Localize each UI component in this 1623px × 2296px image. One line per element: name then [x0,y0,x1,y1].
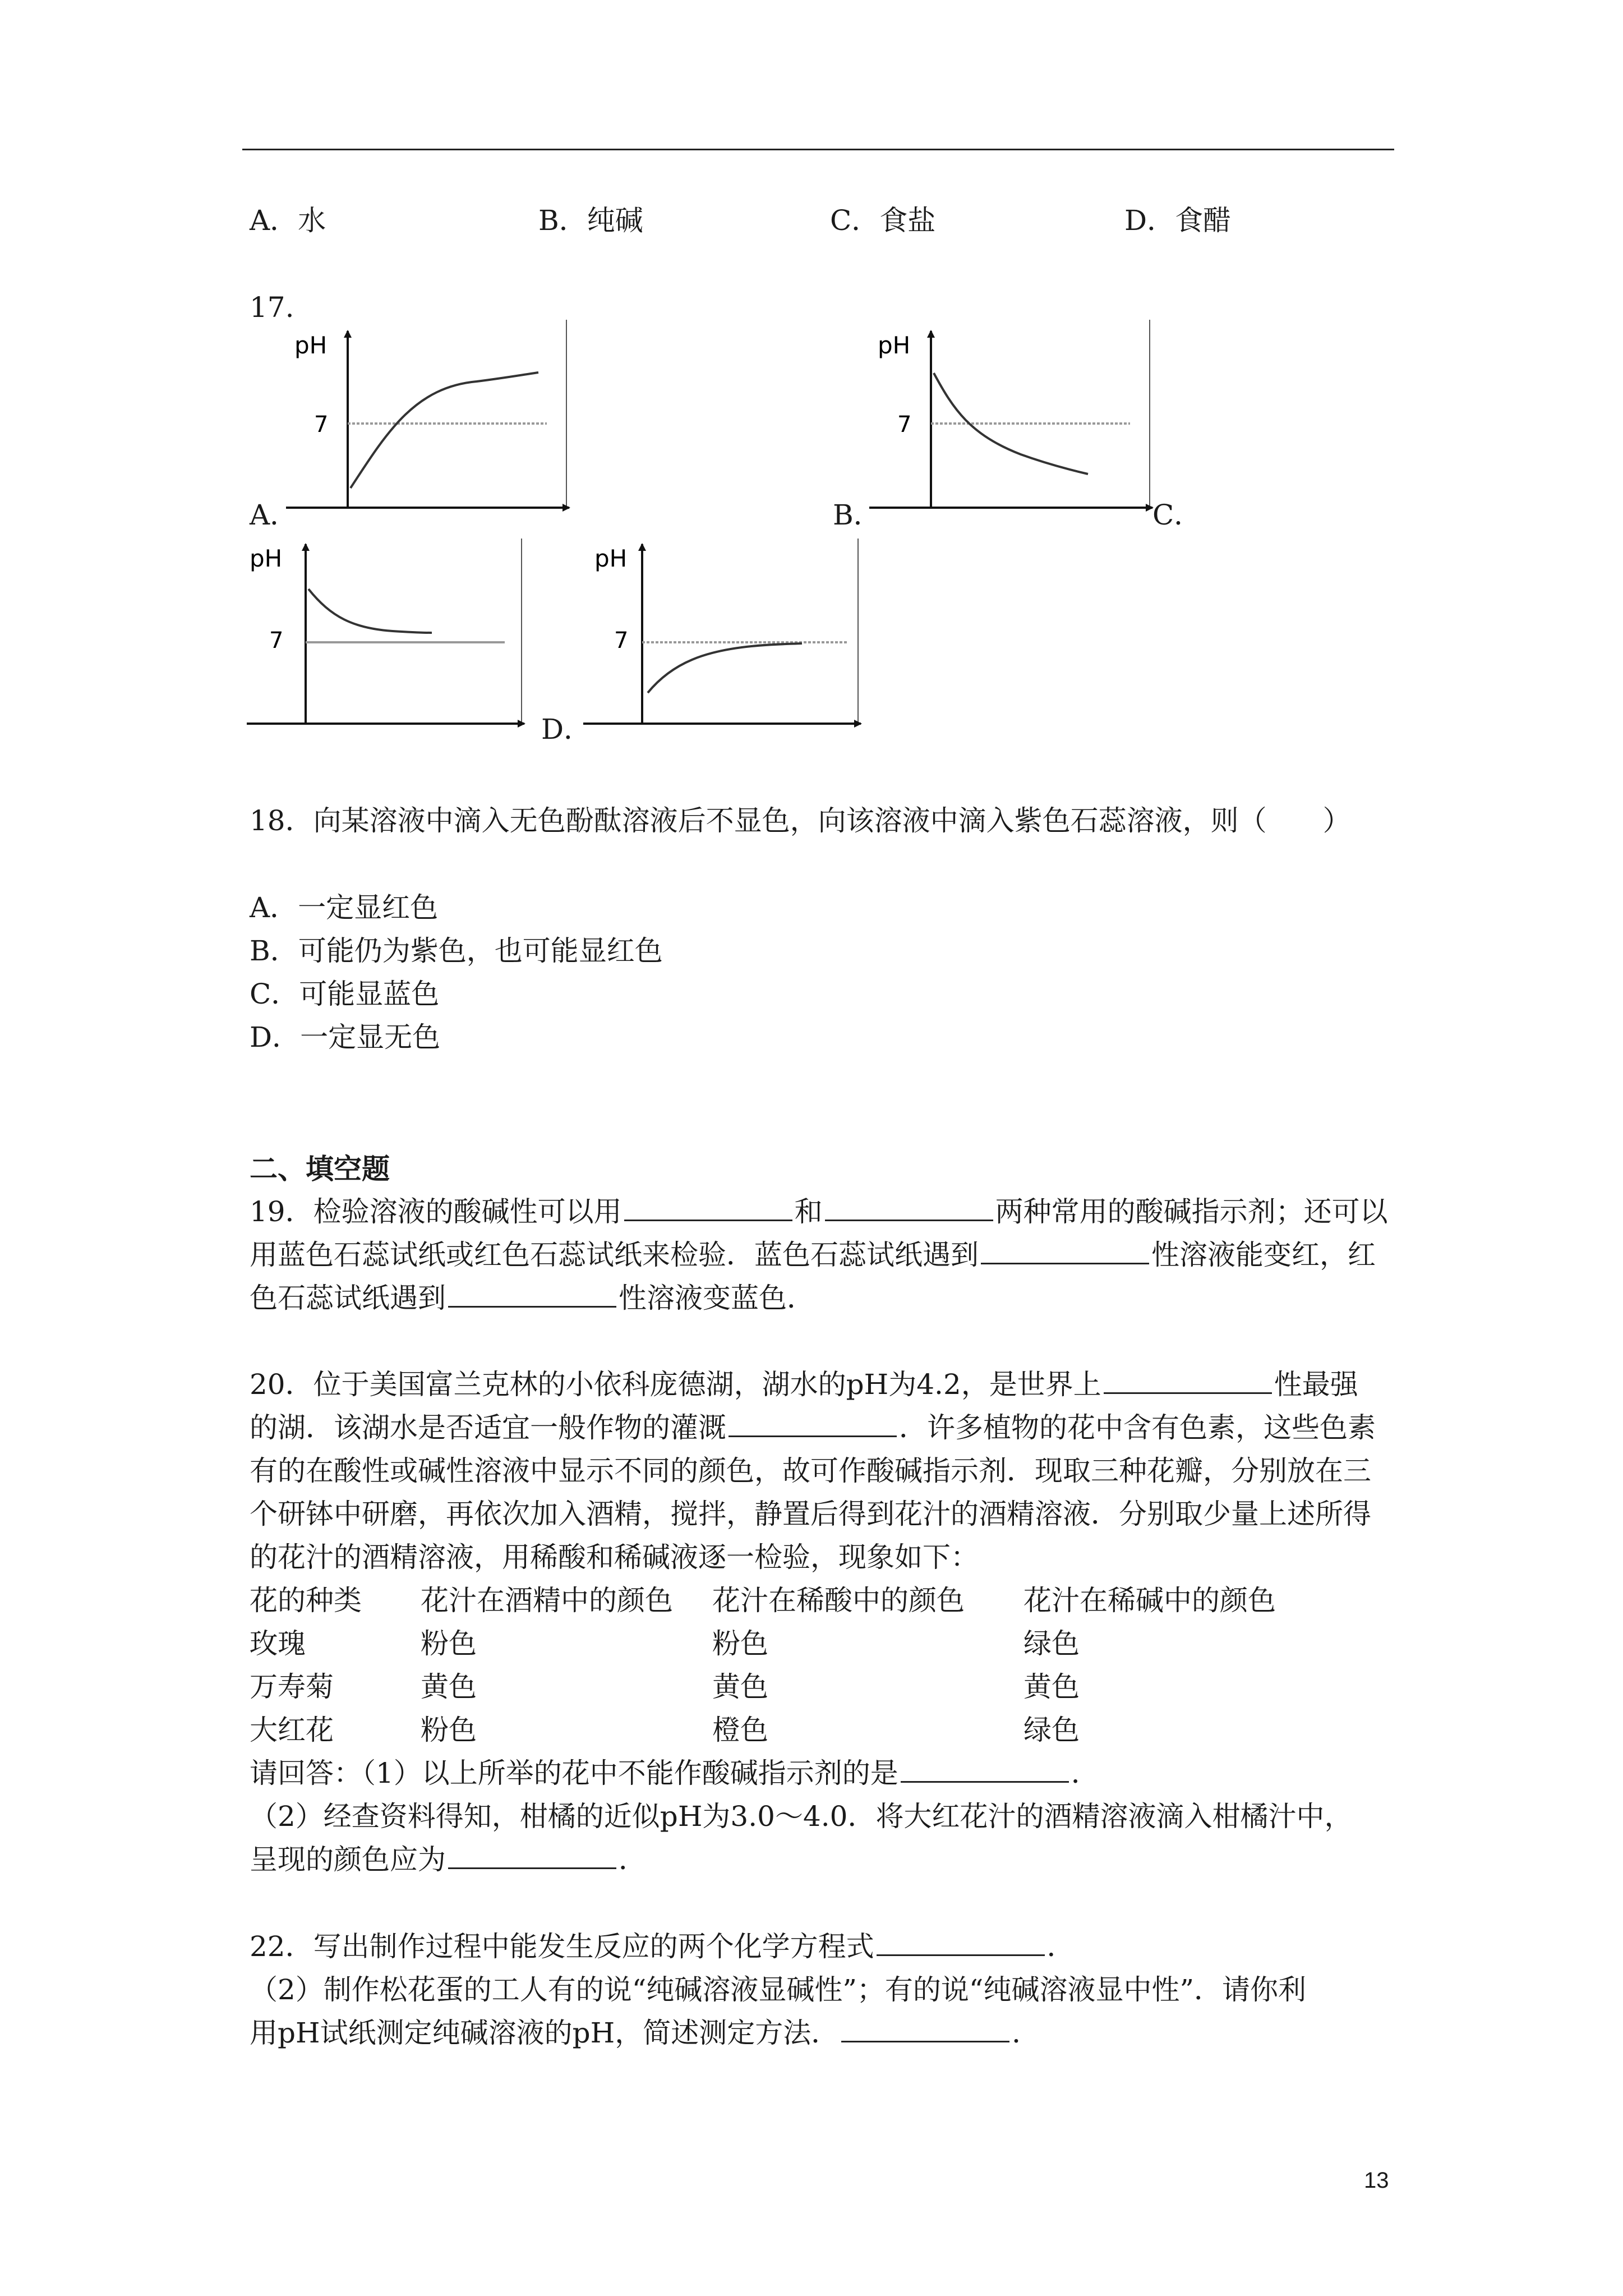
graph-a [292,320,572,513]
q20-line3: 有的在酸性或碱性溶液中显示不同的颜色，故可作酸碱指示剂．现取三种花瓣，分别放在三 [250,1455,1371,1487]
q16-option-b: B．纯碱 [538,204,643,237]
graph-b-curve [934,373,1088,474]
q18-stem: 18．向某溶液中滴入无色酚酞溶液后不显色，向该溶液中滴入紫色石蕊溶液，则（ ） [250,804,1351,837]
q20-line1: 20．位于美国富兰克林的小依科庞德湖，湖水的pH为4.2，是世界上 性最强 [250,1363,1358,1406]
q17-label-d: D． [541,713,592,746]
graph-a-tick-7: 7 [314,412,329,438]
q18-option-b: B．可能仍为紫色，也可能显红色 [250,935,663,967]
table-row: 万寿菊 黄色 黄色 黄色 [250,1671,1080,1703]
graph-c-curve [308,589,432,633]
graph-d-ylabel: pH [594,545,628,572]
q17-label-c: C． [1152,499,1202,531]
blank [448,1277,616,1308]
q20-line4: 个研钵中研磨，再依次加入酒精，搅拌，静置后得到花汁的酒精溶液．分别取少量上述所得 [250,1498,1371,1530]
graph-d-curve [648,643,802,693]
graph-b [875,320,1155,513]
q20-answer1: 请回答：（1）以上所举的花中不能作酸碱指示剂的是 ． [250,1752,1099,1795]
blank [877,1925,1045,1956]
graph-c-ylabel: pH [250,545,283,572]
q16-option-a: A．水 [250,204,326,237]
blank [624,1190,792,1221]
table-row: 大红花 粉色 橙色 绿色 [250,1714,1080,1746]
q18-option-c: C．可能显蓝色 [250,978,440,1010]
blank [1104,1363,1272,1394]
blank [841,2012,1009,2042]
q17-number: 17. [250,291,294,324]
table-header: 花的种类 花汁在酒精中的颜色 花汁在稀酸中的颜色 花汁在稀碱中的颜色 [250,1584,1276,1617]
q19-line3: 色石蕊试纸遇到 性溶液变蓝色． [250,1277,815,1320]
q18-option-a: A．一定显红色 [250,891,439,924]
q20-line2: 的湖．该湖水是否适宜一般作物的灌溉 ．许多植物的花中含有色素，这些色素 [250,1406,1376,1450]
section-heading: 二、填空题 [250,1152,390,1185]
q22-line3: 用pH试纸测定纯碱溶液的pH，简述测定方法． ． [250,2012,1040,2055]
q16-option-d: D．食醋 [1124,204,1232,237]
q19-line2: 用蓝色石蕊试纸或红色石蕊试纸来检验．蓝色石蕊试纸遇到 性溶液能变红，红 [250,1234,1376,1277]
graph-a-ylabel: pH [294,332,328,359]
q20-line5: 的花汁的酒精溶液，用稀酸和稀碱液逐一检验，现象如下： [250,1541,979,1573]
table-row: 玫瑰 粉色 粉色 绿色 [250,1627,1080,1660]
blank [448,1838,616,1869]
graph-c-tick-7: 7 [269,628,284,654]
q19-line1: 19．检验溶液的酸碱性可以用 和 两种常用的酸碱指示剂；还可以 [250,1190,1388,1234]
graph-a-curve [351,372,538,488]
graph-d-tick-7: 7 [614,628,629,654]
blank [901,1752,1069,1783]
blank [981,1234,1149,1264]
blank [825,1190,993,1221]
graph-b-tick-7: 7 [897,412,912,438]
q22-line1: 22．写出制作过程中能发生反应的两个化学方程式 ． [250,1925,1075,1968]
q18-option-d: D．一定显无色 [250,1021,441,1053]
header-rule [242,149,1394,150]
graph-c [247,539,527,729]
blank [728,1406,897,1437]
page-number: 13 [1364,2168,1389,2193]
q22-line2: （2）制作松花蛋的工人有的说“纯碱溶液显碱性”；有的说“纯碱溶液显中性”．请你利 [250,1973,1307,2006]
q17-label-a: A． [250,499,298,531]
graph-b-ylabel: pH [878,332,911,359]
graph-d [583,539,864,729]
q17-label-b: B． [833,499,882,531]
q16-option-c: C．食盐 [830,204,936,237]
q20-answer2: （2）经查资料得知，柑橘的近似pH为3.0～4.0．将大红花汁的酒精溶液滴入柑橘汁中， [250,1800,1353,1833]
q20-answer3: 呈现的颜色应为 ． [250,1838,647,1881]
